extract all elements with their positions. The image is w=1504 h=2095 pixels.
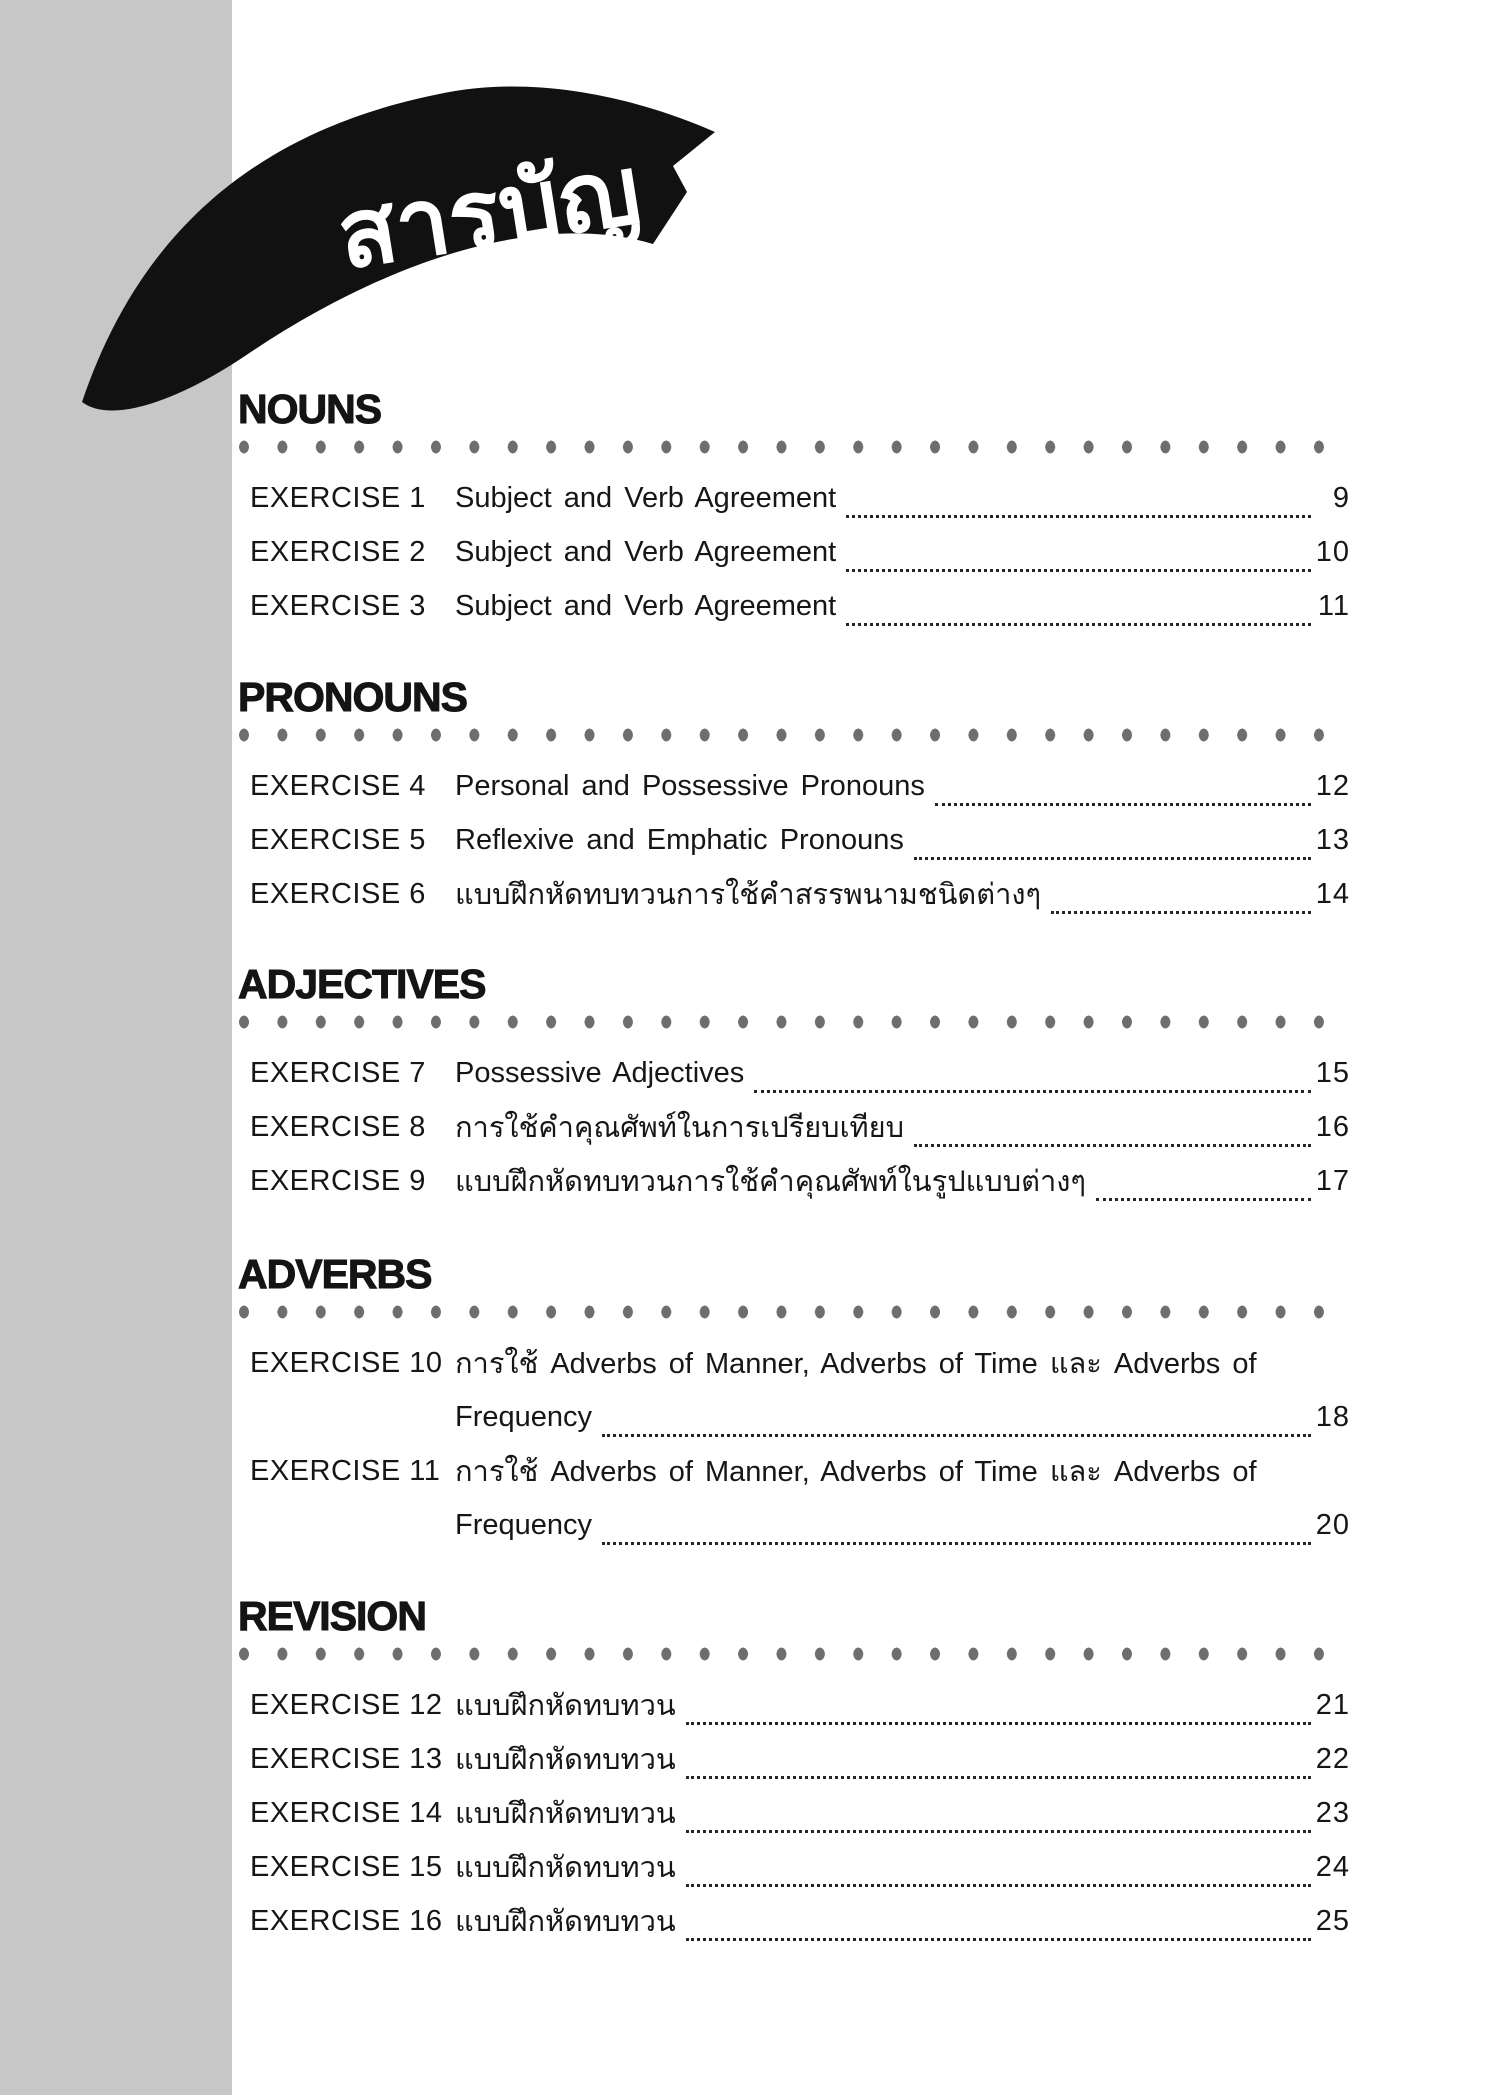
dot-leader (754, 1053, 1310, 1093)
dot-leader (1051, 874, 1311, 914)
exercise-title: Possessive Adjectives (455, 1056, 745, 1089)
dot-leader (914, 820, 1311, 860)
toc-entry (250, 1840, 1350, 1894)
dot-leader (846, 532, 1311, 572)
exercise-label: EXERCISE 16 (250, 1904, 443, 1937)
exercise-label: EXERCISE 14 (250, 1796, 443, 1829)
exercise-title: แบบฝึกหัดทบทวนการใช้คำสรรพนามชนิดต่างๆ (455, 879, 1042, 911)
toc-entry (250, 1444, 1350, 1552)
toc-banner-title: สารบัญ (330, 137, 648, 290)
toc-entry (250, 1678, 1350, 1732)
page-number: 14 (1315, 877, 1350, 910)
dot-leader (602, 1397, 1311, 1437)
exercise-title: แบบฝึกหัดทบทวน (455, 1852, 676, 1884)
page-number: 22 (1315, 1742, 1350, 1775)
entry-list (238, 1678, 1350, 1948)
exercise-title: Subject and Verb Agreement (455, 535, 837, 568)
entry-list (238, 759, 1350, 921)
exercise-title-line2: Frequency (455, 1508, 593, 1541)
dot-leader (686, 1685, 1311, 1725)
toc-entry (250, 525, 1350, 579)
page-number: 25 (1315, 1904, 1350, 1937)
page-number: 18 (1315, 1400, 1350, 1433)
dot-leader (914, 1107, 1311, 1147)
section-adjectives (238, 963, 1350, 1208)
toc-banner-swoosh (70, 70, 730, 420)
exercise-title: แบบฝึกหัดทบทวนการใช้คำคุณศัพท์ในรูปแบบต่างๆ (455, 1166, 1086, 1198)
exercise-title: แบบฝึกหัดทบทวน (455, 1744, 676, 1776)
dot-leader (846, 586, 1311, 626)
section-revision (238, 1595, 1350, 1948)
page-number: 21 (1315, 1688, 1350, 1721)
section-heading: PRONOUNS (238, 674, 467, 720)
exercise-label: EXERCISE 9 (250, 1164, 426, 1197)
page-number: 13 (1315, 823, 1350, 856)
page-number: 15 (1315, 1056, 1350, 1089)
exercise-label: EXERCISE 1 (250, 481, 426, 514)
exercise-label: EXERCISE 15 (250, 1850, 443, 1883)
dotted-separator (238, 439, 1350, 455)
exercise-title: การใช้คำคุณศัพท์ในการเปรียบเทียบ (455, 1112, 905, 1144)
toc-entry (250, 1046, 1350, 1100)
dot-leader (686, 1793, 1311, 1833)
toc-entry (250, 867, 1350, 921)
page-number: 12 (1315, 769, 1350, 802)
exercise-title: แบบฝึกหัดทบทวน (455, 1906, 676, 1938)
exercise-title: Subject and Verb Agreement (455, 589, 837, 622)
dot-leader (602, 1505, 1311, 1545)
dot-leader (1096, 1161, 1311, 1201)
dotted-separator (238, 727, 1350, 743)
exercise-label: EXERCISE 3 (250, 589, 426, 622)
toc-entry (250, 471, 1350, 525)
dotted-separator (238, 1014, 1350, 1030)
section-heading: ADVERBS (238, 1251, 432, 1297)
section-heading: REVISION (238, 1593, 426, 1639)
exercise-title: แบบฝึกหัดทบทวน (455, 1690, 676, 1722)
section-heading: NOUNS (238, 386, 382, 432)
page-number: 24 (1315, 1850, 1350, 1883)
section-adverbs (238, 1253, 1350, 1552)
exercise-title: การใช้ Adverbs of Manner, Adverbs of Time และ Adverbs of (455, 1348, 1257, 1380)
toc-entry (250, 1732, 1350, 1786)
toc-entry (250, 579, 1350, 633)
exercise-label: EXERCISE 4 (250, 769, 426, 802)
entry-list (238, 471, 1350, 633)
dot-leader (686, 1739, 1311, 1779)
exercise-label: EXERCISE 6 (250, 877, 426, 910)
page-number: 17 (1315, 1164, 1350, 1197)
toc-entry (250, 1894, 1350, 1948)
dotted-separator (238, 1304, 1350, 1320)
toc-entry (250, 1100, 1350, 1154)
entry-list (238, 1336, 1350, 1552)
toc-entry (250, 1154, 1350, 1208)
page-number: 16 (1315, 1110, 1350, 1143)
section-nouns (238, 388, 1350, 633)
page-number: 11 (1317, 589, 1350, 622)
toc-banner (70, 70, 730, 420)
exercise-label: EXERCISE 12 (250, 1688, 443, 1721)
page-number: 23 (1315, 1796, 1350, 1829)
exercise-title: Reflexive and Emphatic Pronouns (455, 823, 904, 856)
exercise-title: การใช้ Adverbs of Manner, Adverbs of Time และ Adverbs of (455, 1456, 1257, 1488)
exercise-label: EXERCISE 7 (250, 1056, 426, 1089)
dot-leader (686, 1847, 1311, 1887)
page-number: 20 (1315, 1508, 1350, 1541)
dot-leader (686, 1901, 1311, 1941)
exercise-title: Personal and Possessive Pronouns (455, 769, 925, 802)
exercise-title: Subject and Verb Agreement (455, 481, 837, 514)
dot-leader (846, 478, 1311, 518)
exercise-title-line2: Frequency (455, 1400, 593, 1433)
section-pronouns (238, 676, 1350, 921)
toc-entry (250, 813, 1350, 867)
section-heading: ADJECTIVES (238, 961, 486, 1007)
toc-entry (250, 1336, 1350, 1444)
exercise-label: EXERCISE 10 (250, 1346, 443, 1379)
exercise-label: EXERCISE 13 (250, 1742, 443, 1775)
exercise-label: EXERCISE 5 (250, 823, 426, 856)
page-number: 10 (1315, 535, 1350, 568)
exercise-label: EXERCISE 11 (250, 1454, 441, 1487)
exercise-label: EXERCISE 8 (250, 1110, 426, 1143)
exercise-label: EXERCISE 2 (250, 535, 426, 568)
toc-entry (250, 759, 1350, 813)
dot-leader (935, 766, 1311, 806)
entry-list (238, 1046, 1350, 1208)
dotted-separator (238, 1646, 1350, 1662)
page-number: 9 (1332, 481, 1350, 514)
toc-entry (250, 1786, 1350, 1840)
exercise-title: แบบฝึกหัดทบทวน (455, 1798, 676, 1830)
